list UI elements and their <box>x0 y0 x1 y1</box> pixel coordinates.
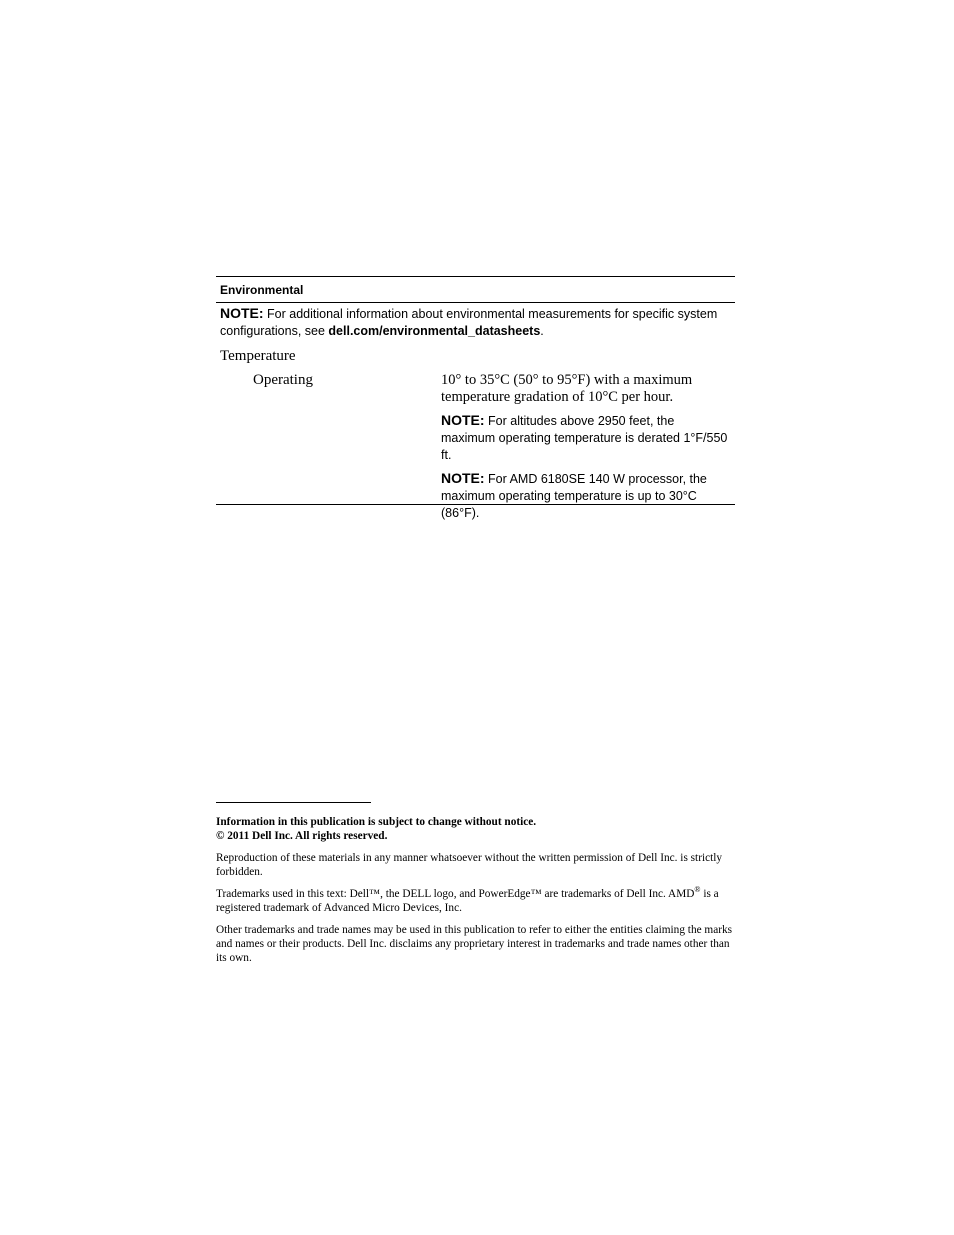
datasheets-link[interactable]: dell.com/environmental_datasheets <box>328 324 541 338</box>
operating-temperature-value: 10° to 35°C (50° to 95°F) with a maximum temperature gradation of 10°C per hour. <box>441 372 693 405</box>
copyright-line: © 2011 Dell Inc. All rights reserved. <box>216 830 388 842</box>
reproduction-paragraph: Reproduction of these materials in any manner whatsoever without the written permission of Dell Inc. is strictly forbidden. <box>216 852 723 878</box>
processor-note <box>441 470 731 522</box>
note-text: For additional information about environmental measurements for specific system configurations, see <box>220 307 718 338</box>
trademarks-paragraph <box>216 887 737 915</box>
note-label: NOTE: <box>220 305 264 321</box>
row-label: Operating <box>253 372 313 388</box>
trademarks-text: Trademarks used in this text: Dell™, the DELL logo, and PowerEdge™ are trademarks of Dell Inc. AMD <box>216 888 695 900</box>
note-label: NOTE: <box>441 470 485 486</box>
note-text-end: . <box>540 324 544 338</box>
row-value <box>441 370 731 522</box>
other-trademarks-paragraph: Other trademarks and trade names may be used in this publication to refer to either the entities claiming the marks and names or their products. Dell Inc. disclaims any proprietary interest in trademarks and trade names other than its own. <box>216 924 733 964</box>
environment-note <box>216 305 735 340</box>
legal-footer <box>216 802 737 973</box>
footer-divider <box>216 802 371 803</box>
note-label: NOTE: <box>441 412 485 428</box>
spec-table <box>216 276 735 520</box>
altitude-note <box>441 412 731 464</box>
table-row-operating <box>216 370 735 520</box>
notice <box>216 815 737 843</box>
note-text: For altitudes above 2950 feet, the maximum operating temperature is derated 1°F/550 ft. <box>441 414 728 462</box>
table-header: Environmental <box>216 277 735 303</box>
notice-line-1: Information in this publication is subject to change without notice. <box>216 816 537 828</box>
note-text: For AMD 6180SE 140 W processor, the maximum operating temperature is up to 30°C (86°F). <box>441 472 707 520</box>
registered-mark: ® <box>694 885 701 895</box>
trademarks-text-end: is a registered trademark of Advanced Micro Devices, Inc. <box>216 888 719 914</box>
section-title-temperature: Temperature <box>220 348 296 364</box>
